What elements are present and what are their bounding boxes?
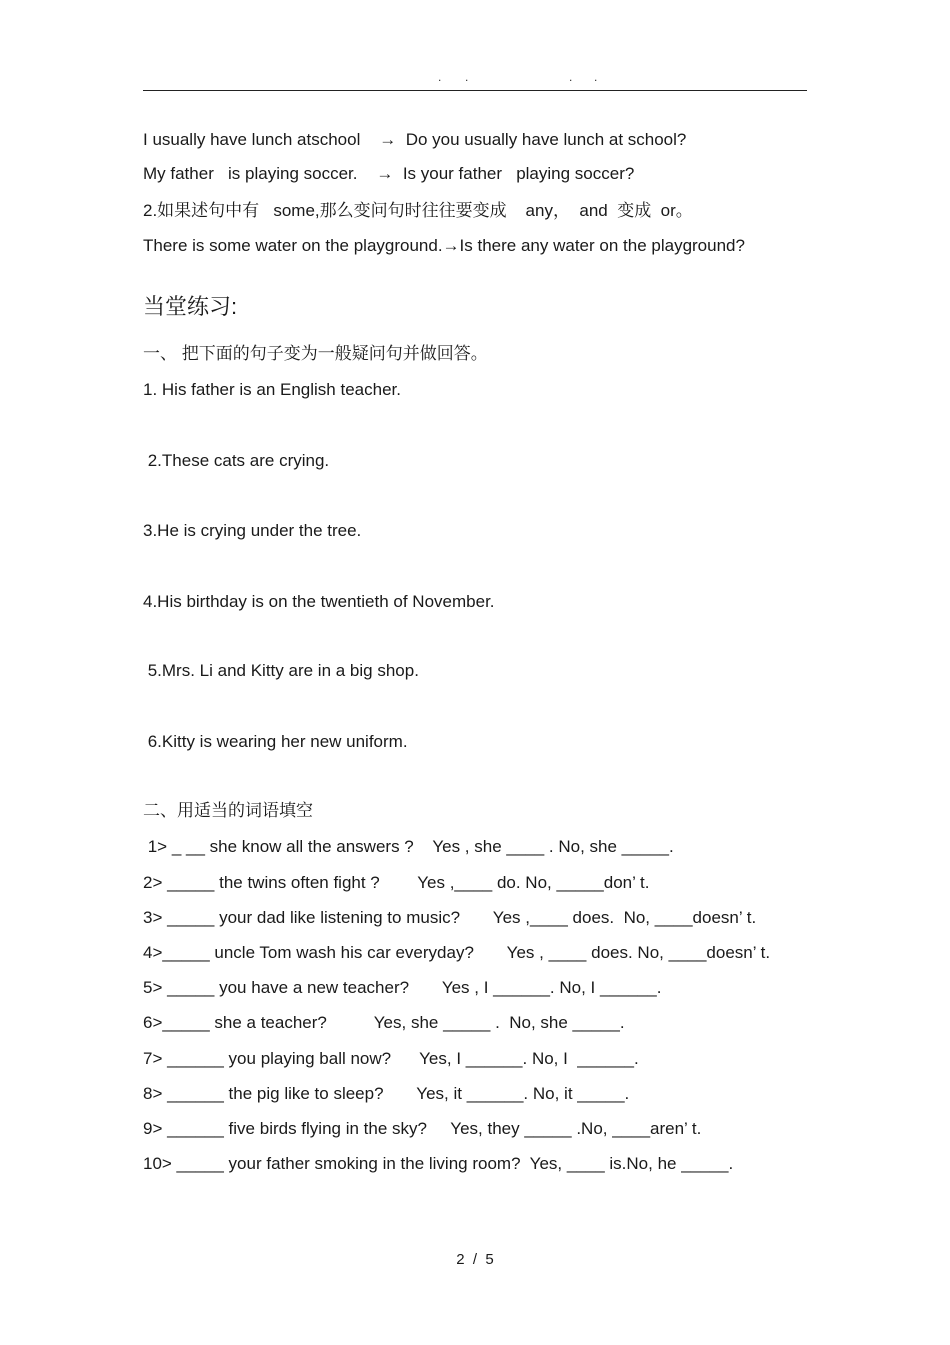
- fill-blank-item: 6>_____ she a teacher? Yes, she _____ . No, she _____.: [143, 1013, 625, 1032]
- exercise-item: 2.These cats are crying.: [143, 451, 330, 470]
- fill-blank-item: 7> ______ you playing ball now? Yes, I ______. No, I ______.: [143, 1049, 639, 1068]
- header-dot: .: [569, 70, 573, 84]
- exercise-item: 1. His father is an English teacher.: [143, 380, 401, 399]
- header-dot: .: [438, 70, 442, 84]
- exercise-item: 3.He is crying under the tree.: [143, 521, 362, 540]
- fill-blank-item: 5> _____ you have a new teacher? Yes , I ______. No, I ______.: [143, 978, 662, 997]
- exercise-item: 5.Mrs. Li and Kitty are in a big shop.: [143, 661, 419, 680]
- fill-blank-item: 3> _____ your dad like listening to music? Yes ,____ does. No, ____doesn’ t.: [143, 908, 757, 927]
- header-dot: .: [465, 70, 469, 84]
- part2-heading: 二、用适当的词语填空: [143, 801, 313, 820]
- fill-blank-item: 10> _____ your father smoking in the living room? Yes, ____ is.No, he _____.: [143, 1154, 734, 1173]
- example-line: There is some water on the playground.→Is there any water on the playground?: [143, 236, 745, 255]
- grammar-rule: 2.如果述句中有 some,那么变问句时往往要变成 any， and 变成 or。: [143, 201, 693, 220]
- exercise-item: 6.Kitty is wearing her new uniform.: [143, 732, 408, 751]
- part1-heading: 一、 把下面的句子变为一般疑问句并做回答。: [143, 344, 488, 363]
- page-number: 2 / 5: [456, 1251, 494, 1268]
- header-dot: .: [594, 70, 598, 84]
- exercise-item: 4.His birthday is on the twentieth of November.: [143, 592, 495, 611]
- fill-blank-item: 8> ______ the pig like to sleep? Yes, it ______. No, it _____.: [143, 1084, 630, 1103]
- example-line: My father is playing soccer. → Is your father playing soccer?: [143, 164, 635, 183]
- practice-title: 当堂练习:: [143, 294, 238, 319]
- fill-blank-item: 9> ______ five birds flying in the sky? Yes, they _____ .No, ____aren’ t.: [143, 1119, 702, 1138]
- fill-blank-item: 4>_____ uncle Tom wash his car everyday? Yes , ____ does. No, ____doesn’ t.: [143, 943, 771, 962]
- header-rule: [143, 90, 807, 91]
- header-dots: [0, 70, 950, 86]
- fill-blank-item: 1> _ __ she know all the answers ? Yes , she ____ . No, she _____.: [143, 837, 674, 856]
- fill-blank-item: 2> _____ the twins often fight ? Yes ,____ do. No, _____don’ t.: [143, 873, 650, 892]
- example-line: I usually have lunch atschool → Do you usually have lunch at school?: [143, 130, 687, 149]
